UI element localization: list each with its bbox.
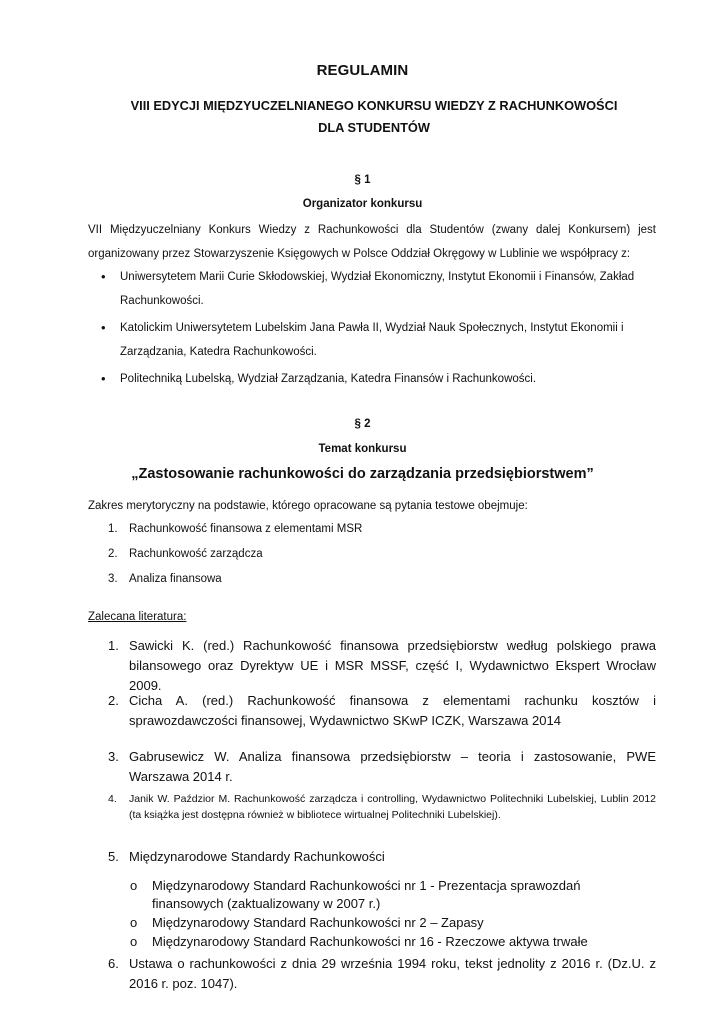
literature-item-number: 5. bbox=[108, 849, 119, 864]
standard-item bbox=[130, 914, 650, 932]
bullet-icon: • bbox=[101, 320, 106, 335]
standard-text: Międzynarodowy Standard Rachunkowości nr 16 - Rzeczowe aktywa trwałe bbox=[152, 934, 588, 949]
bullet-icon: • bbox=[101, 269, 106, 284]
contest-topic: „Zastosowanie rachunkowości do zarządzania przedsiębiorstwem” bbox=[131, 466, 594, 482]
literature-item-number: 4. bbox=[108, 793, 117, 805]
circle-bullet-icon: o bbox=[130, 934, 138, 949]
subtitle-line-1: VIII EDYCJI MIĘDZYUCZELNIANEGO KONKURSU WIEDZY Z RACHUNKOWOŚCI bbox=[130, 98, 618, 113]
literature-item-text: Janik W. Paździor M. Rachunkowość zarządcza i controlling, Wydawnictwo Politechniki Lubelskiej, Lublin 2012 (ta książka jest dostępna również w bibliotece wirtualnej Politechniki Lubelskiej). bbox=[129, 793, 656, 821]
standard-text: Międzynarodowy Standard Rachunkowości nr 1 - Prezentacja sprawozdań finansowych (zaktualizowany w 2007 r.) bbox=[152, 878, 581, 911]
literature-item-number: 1. bbox=[108, 638, 119, 653]
partners-list bbox=[88, 265, 658, 394]
literature-item-text: Cicha A. (red.) Rachunkowość finansowa z elementami rachunku kosztów i sprawozdawczości finansowej, Wydawnictwo SKwP ICZK, Warszawa 2014 bbox=[129, 693, 656, 728]
section-2-heading: Temat konkursu bbox=[318, 443, 407, 455]
scope-item-text: Rachunkowość finansowa z elementami MSR bbox=[129, 523, 363, 535]
scope-item-number: 1. bbox=[108, 523, 118, 535]
literature-item bbox=[88, 954, 656, 994]
partner-item bbox=[88, 367, 658, 391]
scope-item-number: 2. bbox=[108, 548, 118, 560]
standard-text: Międzynarodowy Standard Rachunkowości nr 2 – Zapasy bbox=[152, 915, 484, 930]
partner-item bbox=[88, 316, 658, 364]
partner-text: Uniwersytetem Marii Curie Skłodowskiej, Wydział Ekonomiczny, Instytut Ekonomii i Finansów, Zakład Rachunkowości. bbox=[120, 271, 635, 307]
standards-list bbox=[130, 877, 650, 952]
scope-item-number: 3. bbox=[108, 573, 118, 585]
literature-item-number: 2. bbox=[108, 693, 119, 708]
standard-item bbox=[130, 877, 650, 913]
document-title: REGULAMIN bbox=[316, 62, 409, 79]
literature-item-number: 3. bbox=[108, 749, 119, 764]
literature-heading: Zalecana literatura: bbox=[88, 611, 187, 623]
standard-item bbox=[130, 933, 650, 951]
scope-item bbox=[88, 542, 628, 567]
section-1-number: § 1 bbox=[354, 174, 371, 186]
literature-item bbox=[88, 847, 656, 867]
literature-item bbox=[88, 691, 656, 731]
literature-item-text: Ustawa o rachunkowości z dnia 29 września 1994 roku, tekst jednolity z 2016 r. (Dz.U. z 2016 r. poz. 1047). bbox=[129, 956, 656, 991]
partner-text: Katolickim Uniwersytetem Lubelskim Jana Pawła II, Wydział Nauk Społecznych, Instytut Ekonomii i Zarządzania, Katedra Rachunkowości. bbox=[120, 322, 624, 358]
literature-item bbox=[88, 747, 656, 787]
literature-item bbox=[88, 636, 656, 696]
section-1-intro: VII Międzyuczelniany Konkurs Wiedzy z Rachunkowości dla Studentów (zwany dalej Konkursem) jest organizowany przez Stowarzyszenie Księgowych w Polsce Oddział Okręgowy w Lublinie we współpracy z: bbox=[88, 224, 656, 260]
scope-intro: Zakres merytoryczny na podstawie, którego opracowane są pytania testowe obejmuje: bbox=[88, 500, 528, 512]
literature-item-number: 6. bbox=[108, 956, 119, 971]
document-subtitle bbox=[96, 95, 652, 139]
scope-item bbox=[88, 517, 628, 542]
partner-text: Politechniką Lubelską, Wydział Zarządzania, Katedra Finansów i Rachunkowości. bbox=[120, 373, 537, 385]
scope-item bbox=[88, 567, 628, 592]
subtitle-line-2: DLA STUDENTÓW bbox=[318, 120, 430, 135]
literature-item-text: Międzynarodowe Standardy Rachunkowości bbox=[129, 849, 385, 864]
section-1-heading: Organizator konkursu bbox=[302, 198, 423, 210]
literature-item-text: Gabrusewicz W. Analiza finansowa przedsiębiorstw – teoria i zastosowanie, PWE Warszawa 2014 r. bbox=[129, 749, 656, 784]
scope-list bbox=[88, 517, 628, 592]
circle-bullet-icon: o bbox=[130, 878, 138, 893]
scope-item-text: Rachunkowość zarządcza bbox=[129, 548, 263, 560]
scope-item-text: Analiza finansowa bbox=[129, 573, 222, 585]
section-2-number: § 2 bbox=[354, 418, 371, 430]
circle-bullet-icon: o bbox=[130, 915, 138, 930]
literature-item-text: Sawicki K. (red.) Rachunkowość finansowa przedsiębiorstw według polskiego prawa bilansowego oraz Dyrektyw UE i MSR MSSF, część I, Wydawnictwo Ekspert Wrocław 2009. bbox=[129, 638, 656, 693]
literature-item bbox=[88, 791, 656, 823]
partner-item bbox=[88, 265, 658, 313]
bullet-icon: • bbox=[101, 371, 106, 386]
